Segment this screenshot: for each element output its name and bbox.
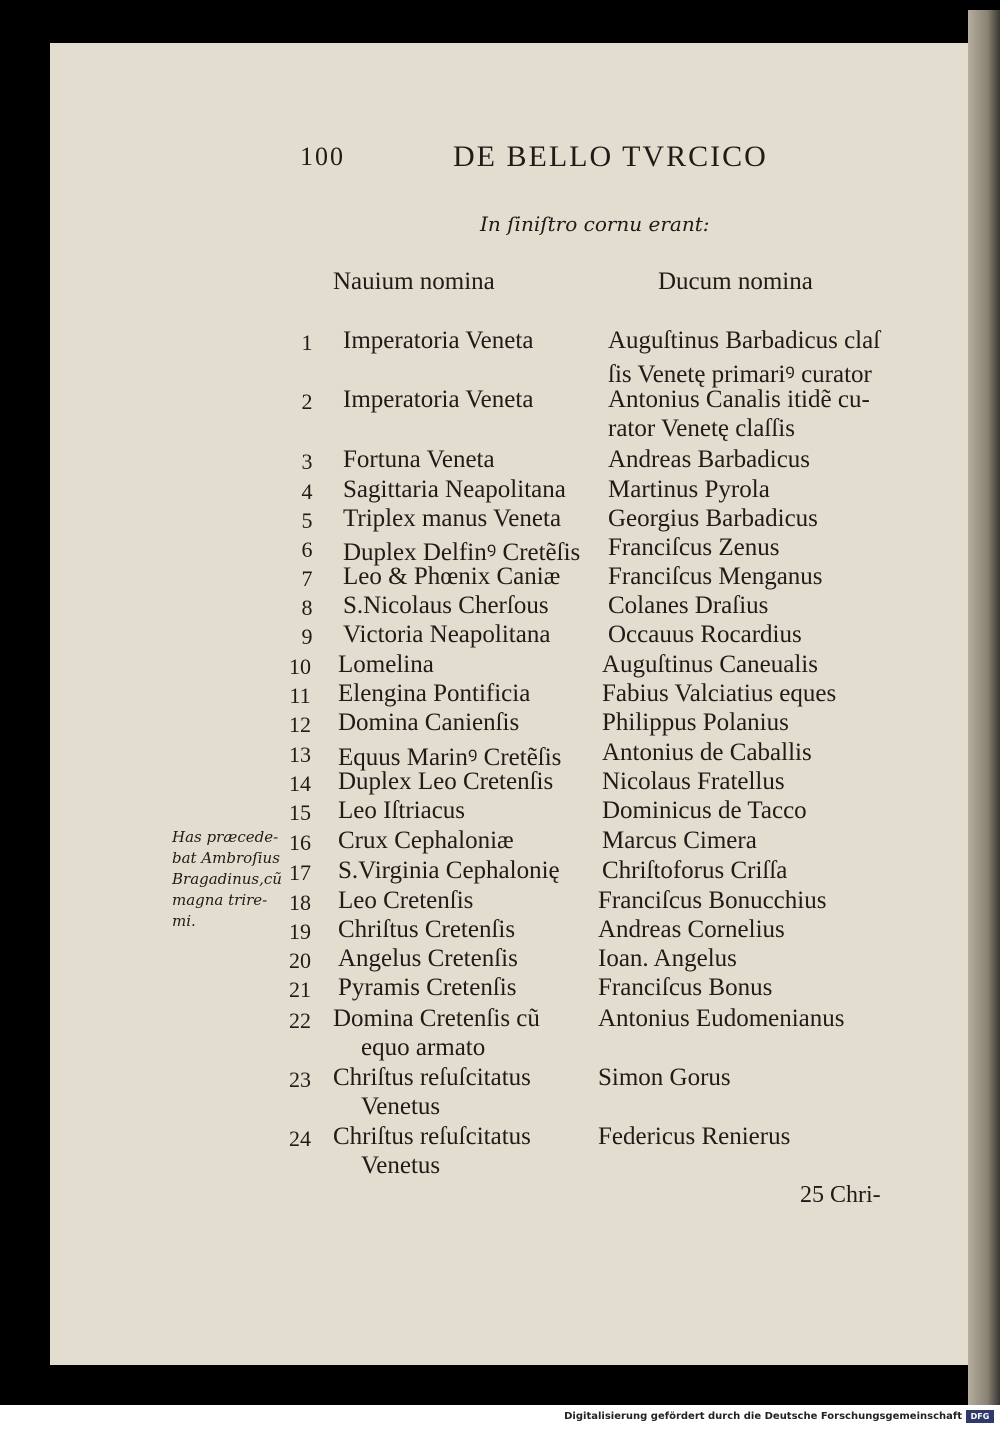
leader-name: Nicolaus Fratellus	[602, 768, 785, 795]
leader-name: Fabius Valciatius eques	[602, 680, 837, 707]
row-number: 22	[289, 1008, 311, 1033]
row-number: 19	[289, 919, 311, 944]
margin-note-line: mi.	[172, 912, 196, 930]
leader-name: Franciſcus Zenus	[608, 534, 780, 561]
footer-bar	[0, 1405, 1000, 1430]
row-number: 16	[289, 830, 311, 855]
ship-name: Chriſtus reſuſcitatus	[333, 1064, 531, 1091]
row-number: 1	[301, 330, 313, 355]
column-header-leaders: Ducum nomina	[658, 268, 813, 295]
page-edge	[968, 10, 1000, 1405]
leader-name: Philippus Polanius	[602, 709, 789, 736]
catchword: 25 Chri-	[800, 1182, 881, 1208]
row-number: 17	[289, 860, 311, 885]
row-number: 12	[289, 712, 311, 737]
ship-name: Domina Cretenſis cũ	[333, 1005, 540, 1032]
leader-name: Occauus Rocardius	[608, 621, 802, 648]
ship-name: Imperatoria Veneta	[343, 386, 534, 413]
leader-name: Antonius de Caballis	[602, 739, 812, 766]
leader-name: ſis Venetę primariꝰ curator	[608, 361, 872, 388]
row-number: 8	[301, 595, 313, 620]
row-number: 6	[301, 537, 313, 562]
leader-name: Andreas Cornelius	[598, 916, 785, 943]
ship-name: Venetus	[361, 1152, 441, 1179]
ship-name: Angelus Cretenſis	[338, 945, 518, 972]
ship-name: Victoria Neapolitana	[343, 621, 551, 648]
ship-name: Fortuna Veneta	[343, 446, 495, 473]
leader-name: Simon Gorus	[598, 1064, 731, 1091]
row-number: 3	[301, 449, 313, 474]
row-number: 13	[289, 742, 311, 767]
margin-note-line: Bragadinus,cũ	[172, 870, 282, 888]
dfg-logo: DFG	[966, 1410, 994, 1423]
margin-note-line: bat Ambroſius	[172, 849, 280, 867]
leader-name: Auguſtinus Barbadicus claſ	[608, 327, 881, 354]
ship-name: Leo & Phœnix Caniæ	[343, 563, 561, 590]
row-number: 20	[289, 948, 311, 973]
ship-name: Domina Canienſis	[338, 709, 520, 736]
section-title: In ſiniſtro cornu erant:	[480, 212, 710, 236]
leader-name: Franciſcus Bonucchius	[598, 887, 827, 914]
row-number: 11	[289, 683, 311, 708]
running-title: DE BELLO TVRCICO	[453, 140, 768, 173]
ship-name: Equus Marinꝰ Cretẽſis	[338, 744, 562, 771]
margin-note-line: Has præcede-	[172, 828, 279, 846]
leader-name: Franciſcus Bonus	[598, 974, 773, 1001]
row-number: 4	[301, 479, 313, 504]
leader-name: Antonius Eudomenianus	[598, 1005, 845, 1032]
ship-name: Duplex Delfinꝰ Cretẽſis	[343, 539, 581, 566]
row-number: 5	[301, 508, 313, 533]
funding-credit: Digitalisierung gefördert durch die Deutsche Forschungsgemeinschaft	[564, 1411, 962, 1422]
row-number: 7	[301, 566, 313, 591]
row-number: 23	[289, 1067, 311, 1092]
row-number: 21	[289, 977, 311, 1002]
ship-name: Crux Cephaloniæ	[338, 827, 514, 854]
ship-name: Pyramis Cretenſis	[338, 974, 517, 1001]
row-number: 14	[289, 771, 311, 796]
row-number: 2	[301, 389, 313, 414]
row-number: 9	[301, 624, 313, 649]
row-number: 24	[289, 1126, 311, 1151]
leader-name: Ioan. Angelus	[598, 945, 737, 972]
margin-note-line: magna trire-	[172, 891, 268, 909]
ship-name: Lomelina	[338, 651, 434, 678]
leader-name: Auguſtinus Caneualis	[602, 651, 818, 678]
row-number: 15	[289, 800, 311, 825]
leader-name: Dominicus de Tacco	[602, 797, 807, 824]
leader-name: Federicus Renierus	[598, 1123, 791, 1150]
ship-name: Leo Iſtriacus	[338, 797, 466, 824]
page-number: 100	[300, 142, 345, 171]
leader-name: Martinus Pyrola	[608, 476, 770, 503]
leader-name: Andreas Barbadicus	[608, 446, 811, 473]
ship-name: Leo Cretenſis	[338, 887, 474, 914]
leader-name: rator Venetę claſſis	[608, 415, 795, 442]
ship-name: Imperatoria Veneta	[343, 327, 534, 354]
ship-name: Chriſtus reſuſcitatus	[333, 1123, 531, 1150]
margin-note	[172, 827, 292, 932]
leader-name: Chriſtoforus Criſſa	[602, 857, 788, 884]
ship-name: Chriſtus Cretenſis	[338, 916, 516, 943]
running-header	[300, 140, 795, 176]
row-number: 10	[289, 654, 311, 679]
ship-name: Sagittaria Neapolitana	[343, 476, 566, 503]
ship-name: Elengina Pontificia	[338, 680, 531, 707]
row-number: 18	[289, 890, 311, 915]
ship-name: Triplex manus Veneta	[343, 505, 562, 532]
ship-name: Duplex Leo Cretenſis	[338, 768, 554, 795]
leader-name: Franciſcus Menganus	[608, 563, 823, 590]
leader-name: Colanes Draſius	[608, 592, 769, 619]
ship-name: Venetus	[361, 1093, 441, 1120]
leader-name: Antonius Canalis itidẽ cu-	[608, 386, 870, 413]
leader-name: Marcus Cimera	[602, 827, 757, 854]
ship-name: equo armato	[361, 1034, 486, 1061]
column-header-ships: Nauium nomina	[333, 268, 495, 295]
leader-name: Georgius Barbadicus	[608, 505, 818, 532]
ship-name: S.Virginia Cephalonię	[338, 857, 560, 884]
ship-name: S.Nicolaus Cherſous	[343, 592, 549, 619]
